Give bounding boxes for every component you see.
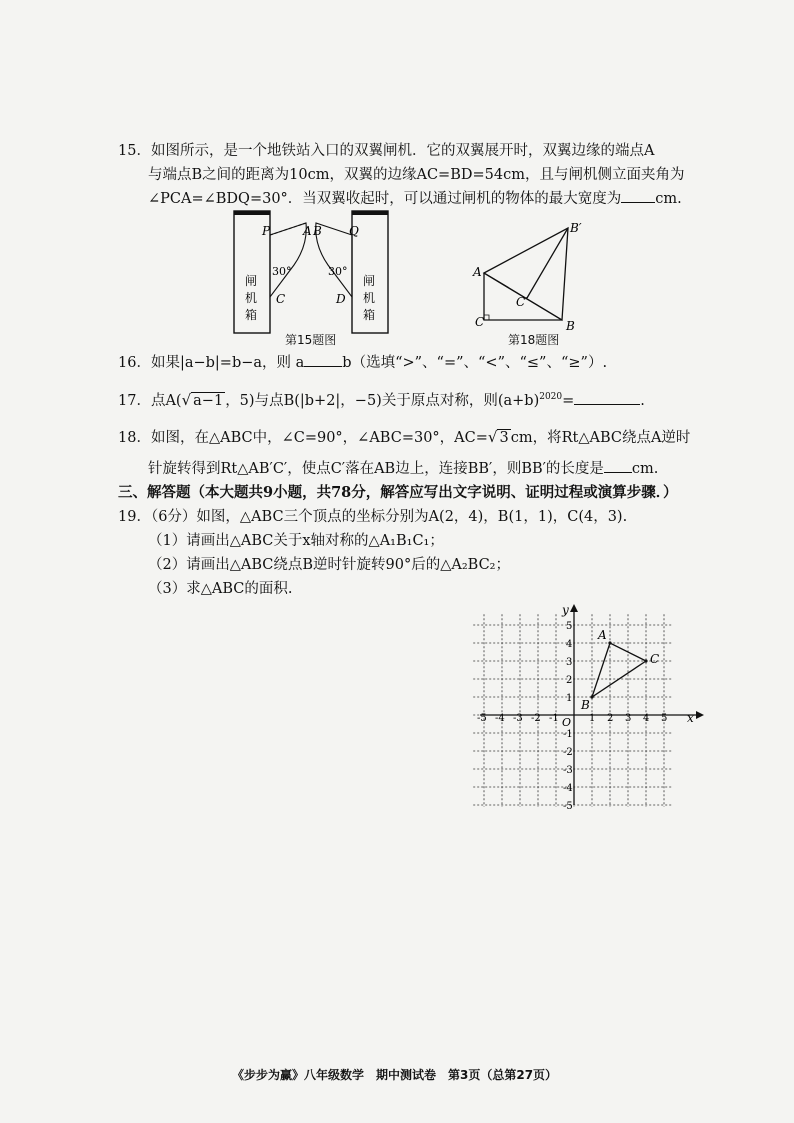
page-footer: 《步步为赢》八年级数学 期中测试卷 第3页（总第27页） — [232, 1068, 558, 1082]
q15-line1: 15．如图所示，是一个地铁站入口的双翼闸机．它的双翼展开时，双翼边缘的端点A — [118, 143, 655, 159]
q17-sqrt: a−1 — [193, 392, 224, 409]
q17-equals: = — [562, 392, 575, 409]
label-A: A — [303, 224, 312, 238]
y-tick-label: 4 — [566, 639, 573, 650]
figure-18-caption: 第18题图 — [508, 333, 560, 347]
y-tick-label: -5 — [563, 801, 573, 812]
x-tick-label: 2 — [607, 713, 614, 724]
triangle-abc-outline — [592, 643, 646, 697]
q16-answer-blank[interactable] — [304, 352, 342, 367]
left-box-label-3: 箱 — [245, 308, 258, 322]
origin-label: O — [562, 716, 572, 729]
label-B: B — [313, 224, 322, 238]
x-tick-label: -2 — [531, 713, 541, 724]
vertex-label-A: A — [598, 628, 607, 642]
q17-answer-blank[interactable] — [574, 390, 640, 405]
q15-line2: 与端点B之间的距离为10cm，双翼的边缘AC=BD=54cm，且与闸机侧立面夹角为 — [148, 167, 685, 183]
left-box-label-2: 机 — [245, 291, 258, 305]
right-box-top — [352, 211, 388, 215]
x-tick-label: -4 — [495, 713, 505, 724]
x-tick-label: 5 — [661, 713, 668, 724]
q15-unit: cm. — [655, 191, 682, 207]
label-C-18: C — [475, 315, 485, 329]
q18-text-2a: 针旋转得到Rt△AB′C′，使点C′落在AB边上，连接BB′，则BB′的长度是 — [148, 461, 604, 477]
q15-answer-blank[interactable] — [621, 188, 655, 203]
y-tick-label: -3 — [563, 765, 573, 776]
coordinate-grid — [470, 600, 710, 815]
label-D: D — [336, 292, 346, 306]
x-tick-label: -1 — [549, 713, 559, 724]
x-tick-label: 1 — [589, 713, 596, 724]
label-angle-right: 30° — [328, 265, 348, 278]
q18-line1: 18．如图，在△ABC中，∠C=90°，∠ABC=30°，AC=√ 3 cm，将Rt△ABC绕点A逆时 — [118, 428, 691, 446]
label-Q: Q — [349, 224, 359, 238]
label-A-18: A — [473, 265, 482, 279]
label-C: C — [276, 292, 286, 306]
q17-text-a: 17．点A( — [118, 392, 182, 409]
x-tick-label: -3 — [513, 713, 523, 724]
label-angle-left: 30° — [272, 265, 292, 278]
q16-text-b: b（选填“>”、“=”、“<”、“≤”、“≥”）. — [342, 355, 608, 371]
q19-part3: （3）求△ABC的面积. — [148, 581, 293, 597]
q18-text-1b: cm，将Rt△ABC绕点A逆时 — [510, 430, 691, 446]
q15-line3-text: ∠PCA=∠BDQ=30°．当双翼收起时，可以通过闸机的物体的最大宽度为 — [148, 191, 622, 207]
right-box-label-3: 箱 — [363, 308, 376, 322]
x-axis-arrow — [696, 711, 704, 719]
y-tick-label: -4 — [563, 783, 573, 794]
y-tick-label: 3 — [566, 657, 573, 668]
y-tick-label: 5 — [566, 621, 573, 632]
figure-15-caption: 第15题图 — [285, 333, 337, 347]
y-tick-label: 2 — [566, 675, 573, 686]
q17-text-b: ，5)与点B(|b+2|，−5)关于原点对称，则(a+b) — [225, 392, 540, 409]
figure-18 — [470, 218, 590, 332]
q19-part1: （1）请画出△ABC关于x轴对称的△A₁B₁C₁； — [148, 533, 444, 549]
q16-text-a: 16．如果|a−b|=b−a，则 a — [118, 355, 305, 371]
label-C-prime: C′ — [516, 295, 528, 309]
x-tick-label: 4 — [643, 713, 650, 724]
label-B-prime: B′ — [570, 221, 582, 235]
left-box-label-1: 闸 — [245, 274, 258, 288]
section3-heading: 三、解答题（本大题共9小题，共78分，解答应写出文字说明、证明过程或演算步骤．） — [118, 484, 678, 501]
q17-exponent: 2020 — [539, 392, 563, 402]
figure-15 — [228, 205, 398, 337]
vertex-C — [644, 659, 647, 662]
vertex-label-C: C — [650, 652, 660, 666]
q18-line2 — [148, 458, 658, 480]
vertex-A — [608, 641, 611, 644]
q19-part2: （2）请画出△ABC绕点B逆时针旋转90°后的△A₂BC₂； — [148, 557, 510, 573]
q18-unit: cm. — [631, 461, 659, 477]
tick-labels — [477, 621, 667, 812]
q19-intro: 19．（6分）如图，△ABC三个顶点的坐标分别为A(2，4)，B(1，1)，C(4，3). — [118, 509, 628, 525]
label-B-18: B — [566, 319, 575, 332]
x-tick-label: -5 — [477, 713, 487, 724]
q18-text-1a: 18．如图，在△ABC中，∠C=90°，∠ABC=30°，AC= — [118, 430, 488, 446]
y-tick-label: 1 — [566, 693, 573, 704]
y-tick-label: -1 — [563, 729, 573, 740]
left-wing — [270, 223, 306, 297]
q18-sqrt: 3 — [499, 430, 509, 446]
vertex-B — [590, 695, 593, 698]
right-box-label-2: 机 — [363, 291, 376, 305]
x-tick-label: 3 — [625, 713, 632, 724]
q16 — [118, 352, 607, 374]
vertex-label-B: B — [581, 698, 590, 712]
y-tick-label: -2 — [563, 747, 573, 758]
q17-period: . — [640, 392, 645, 409]
left-box-top — [234, 211, 270, 215]
q18-answer-blank[interactable] — [604, 458, 632, 473]
q17: 17．点A(√ a−1 ，5)与点B(|b+2|，−5)关于原点对称，则$(a+b)^{2020}=$ . — [118, 390, 645, 409]
y-axis-label: y — [562, 603, 569, 617]
label-P: P — [262, 224, 271, 238]
x-axis-label: x — [687, 711, 694, 725]
right-box-label-1: 闸 — [363, 274, 376, 288]
y-axis-arrow — [570, 604, 578, 612]
